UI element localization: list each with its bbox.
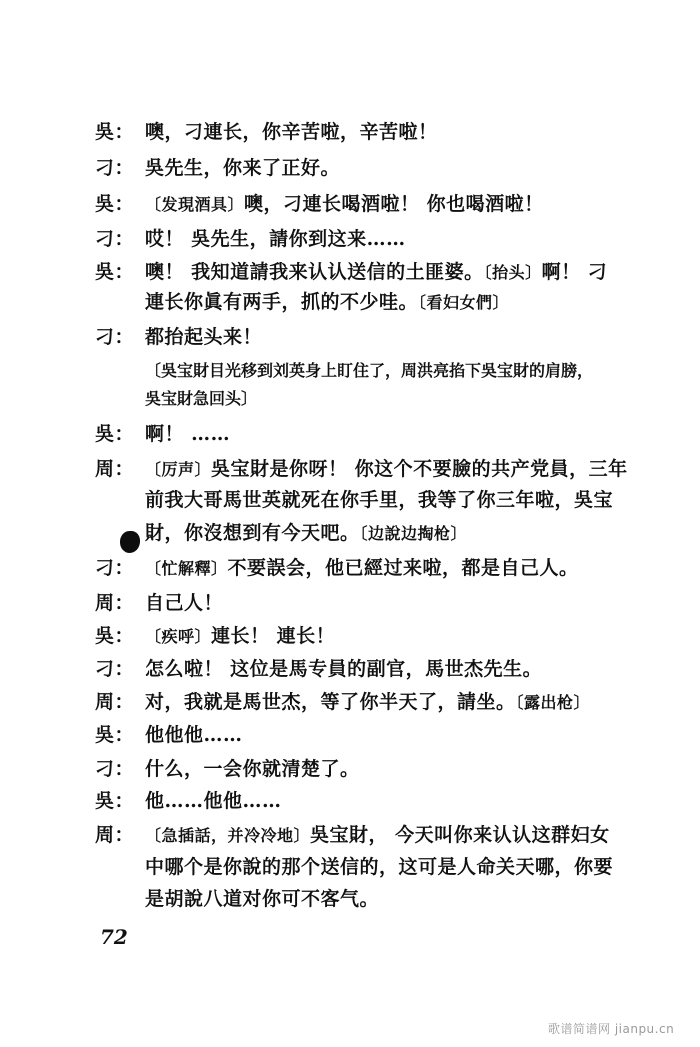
dialogue-line (95, 420, 685, 448)
dialogue-text: 他……他他…… (145, 790, 282, 812)
dialogue-text: 噢，刁連长喝酒啦！ 你也喝酒啦！ (244, 193, 544, 215)
dialogue-text: 不要誤会，他已經过来啦，都是自己人。 (227, 557, 579, 579)
speaker: 吳： (95, 193, 135, 215)
speaker: 刁： (95, 758, 135, 780)
dialogue-line (95, 190, 685, 219)
stage-direction: 〔边說边掏枪〕 (359, 524, 468, 543)
dialogue-text: 噢！ 我知道請我来认认送信的土匪婆。 (145, 261, 484, 283)
speaker: 刁： (95, 157, 135, 179)
speaker: 吳： (95, 121, 135, 143)
speaker: 刁： (95, 557, 135, 579)
dialogue-line (95, 118, 685, 146)
dialogue-continuation (145, 288, 675, 317)
dialogue-text: 都抬起头来！ (145, 326, 263, 348)
watermark: 歌谱简谱网 jianpu.cn (548, 1022, 675, 1036)
dialogue-text: 他他他…… (145, 724, 243, 746)
dialogue-continuation (145, 519, 675, 548)
dialogue-text: 啊！ 刁 (541, 261, 608, 283)
dialogue-continuation (145, 853, 675, 881)
dialogue-text: 哎！ 吳先生，請你到这来…… (145, 228, 406, 250)
dialogue-text: 中哪个是你說的那个送信的，这可是人命关天哪，你要 (145, 856, 614, 878)
dialogue-line (95, 655, 685, 683)
stage-direction-block: 吳宝財急回头〕 (145, 389, 258, 408)
stage-direction-block: 〔吳宝財目光移到刘英身上盯住了，周洪亮掐下吳宝財的肩膀， (145, 361, 594, 380)
stage-direction: 〔急插話，并冷冷地〕 (145, 826, 311, 845)
speaker: 吳： (95, 790, 135, 812)
dialogue-line (95, 821, 685, 850)
dialogue-line (95, 622, 685, 651)
dialogue-line (95, 589, 685, 617)
dialogue-text: 啊！ …… (145, 423, 231, 445)
dialogue-text: 吳宝財， 今天叫你来认认这群妇女 (310, 824, 610, 846)
dialogue-line (95, 225, 685, 253)
stage-direction: 〔露出枪〕 (515, 693, 591, 712)
ink-blot (120, 531, 140, 553)
dialogue-continuation (145, 885, 675, 913)
dialogue-text: 对，我就是馬世杰，等了你半天了，請坐。 (145, 691, 516, 713)
dialogue-line (95, 755, 685, 783)
speaker: 周： (95, 824, 135, 846)
speaker: 吳： (95, 261, 135, 283)
dialogue-text: 噢，刁連长，你辛苦啦，辛苦啦！ (145, 121, 438, 143)
dialogue-text: 連长！ 連长！ (211, 625, 336, 647)
speaker: 刁： (95, 658, 135, 680)
speaker: 吳： (95, 423, 135, 445)
dialogue-line (95, 323, 685, 351)
dialogue-text: 什么，一会你就清楚了。 (145, 758, 360, 780)
stage-direction: 〔疾呼〕 (145, 627, 212, 646)
speaker: 刁： (95, 326, 135, 348)
dialogue-text: 財，你沒想到有今天吧。 (145, 522, 360, 544)
dialogue-line (95, 721, 685, 749)
stage-direction: 〔看妇女們〕 (418, 293, 510, 312)
dialogue-line (95, 554, 685, 583)
dialogue-text: 吳宝財是你呀！ 你这个不要臉的共产党員，三年 (211, 458, 628, 480)
dialogue-text: 怎么啦！ 这位是馬专員的副官，馬世杰先生。 (145, 658, 543, 680)
dialogue-line (95, 787, 685, 815)
dialogue-line (95, 688, 685, 717)
dialogue-line (95, 455, 685, 484)
dialogue-line (95, 154, 685, 182)
dialogue-text: 連长你眞有两手，抓的不少哇。 (145, 291, 419, 313)
dialogue-continuation (145, 486, 675, 514)
speaker: 刁： (95, 228, 135, 250)
dialogue-text: 自己人！ (145, 592, 224, 614)
speaker: 周： (95, 592, 135, 614)
page-number: 72 (100, 925, 128, 949)
dialogue-text: 吳先生，你来了正好。 (145, 157, 341, 179)
stage-direction: 〔发現酒具〕 (145, 195, 245, 214)
dialogue-text: 是胡說八道对你可不客气。 (145, 888, 380, 910)
speaker: 周： (95, 458, 135, 480)
dialogue-line (95, 258, 685, 287)
speaker: 周： (95, 691, 135, 713)
stage-direction: 〔厉声〕 (145, 460, 212, 479)
stage-direction: 〔忙解釋〕 (145, 559, 228, 578)
speaker: 吳： (95, 724, 135, 746)
dialogue-text: 前我大哥馬世英就死在你手里，我等了你三年啦，吳宝 (145, 489, 614, 511)
stage-direction: 〔抬头〕 (483, 263, 542, 282)
speaker: 吳： (95, 625, 135, 647)
